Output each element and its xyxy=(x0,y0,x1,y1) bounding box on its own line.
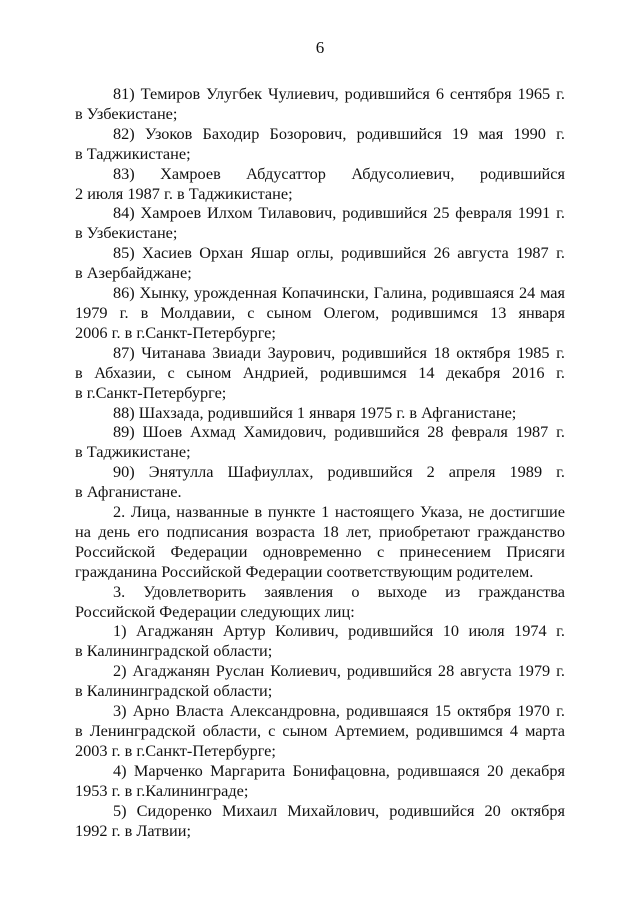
text-line: 85) Хасиев Орхан Яшар оглы, родившийся 26 августа 1987 г. xyxy=(113,243,565,263)
text-line: в Азербайджане; xyxy=(75,263,192,283)
text-line: 2) Агаджанян Руслан Колиевич, родившийся 28 августа 1979 г. xyxy=(113,661,565,681)
text-line: 86) Хынку, урожденная Копачински, Галина, родившаяся 24 мая xyxy=(113,283,565,303)
text-line: Российской Федерации одновременно с принесением Присяги xyxy=(75,541,565,561)
text-line: в Калининградской области; xyxy=(75,641,273,661)
list-item xyxy=(75,343,565,403)
list-item xyxy=(75,243,565,283)
list-item xyxy=(75,203,565,243)
text-line: 1953 г. в г.Калининграде; xyxy=(75,780,249,800)
list-item xyxy=(75,124,565,164)
list-item xyxy=(75,164,565,204)
text-line: 5) Сидоренко Михаил Михайлович, родившийся 20 октября xyxy=(113,800,565,820)
text-line: в Таджикистане; xyxy=(75,442,191,462)
text-line: в Ленинградской области, с сыном Артемием, родившимся 4 марта xyxy=(75,721,565,740)
page-number: 6 xyxy=(315,38,325,57)
list-item xyxy=(75,283,565,343)
list-item xyxy=(75,403,565,423)
text-line: 3. Удовлетворить заявления о выходе из гражданства xyxy=(113,581,565,601)
text-line: 87) Читанава Звиади Заурович, родившийся 18 октября 1985 г. xyxy=(113,342,565,362)
text-line: в Абхазии, с сыном Андрией, родившимся 14 декабря 2016 г. xyxy=(75,362,565,382)
document-body xyxy=(75,84,565,840)
text-line: в Калининградской области; xyxy=(75,681,273,701)
text-line: в Узбекистане; xyxy=(75,103,178,123)
list-item xyxy=(75,661,565,701)
text-line: 88) Шахзада, родившийся 1 января 1975 г. в Афганистане; xyxy=(113,402,517,422)
text-line: 2. Лица, названные в пункте 1 настоящего Указа, не достигшие xyxy=(113,502,565,522)
text-line: 82) Узоков Баходир Бозорович, родившийся 19 мая 1990 г. xyxy=(113,123,565,143)
text-line: в Таджикистане; xyxy=(75,143,191,163)
text-line: Российской Федерации следующих лиц: xyxy=(75,601,355,621)
text-line: 2 июля 1987 г. в Таджикистане; xyxy=(75,183,293,203)
text-line: 1979 г. в Молдавии, с сыном Олегом, родившимся 13 января xyxy=(75,302,565,322)
list-item xyxy=(75,422,565,462)
list-item xyxy=(75,621,565,661)
text-line: 2006 г. в г.Санкт-Петербурге; xyxy=(75,322,276,342)
text-line: гражданина Российской Федерации соответствующим родителем. xyxy=(75,561,534,581)
text-line: 89) Шоев Ахмад Хамидович, родившийся 28 февраля 1987 г. xyxy=(113,422,565,442)
text-line: в Афганистане. xyxy=(75,482,182,502)
list-item xyxy=(75,502,565,582)
list-item xyxy=(75,582,565,622)
text-line: в Узбекистане; xyxy=(75,223,178,243)
text-line: 2003 г. в г.Санкт-Петербурге; xyxy=(75,740,276,760)
list-item xyxy=(75,801,565,841)
text-line: 1) Агаджанян Артур Коливич, родившийся 10 июля 1974 г. xyxy=(113,621,565,641)
text-line: 4) Марченко Маргарита Бонифацовна, родившаяся 20 декабря xyxy=(113,760,565,780)
list-item xyxy=(75,701,565,761)
list-item xyxy=(75,761,565,801)
text-line: на день его подписания возраста 18 лет, приобретают гражданство xyxy=(75,521,565,541)
text-line: 81) Темиров Улугбек Чулиевич, родившийся 6 сентября 1965 г. xyxy=(113,84,565,103)
list-item xyxy=(75,84,565,124)
text-line: 83) Хамроев Абдусаттор Абдусолиевич, родившийся xyxy=(113,163,565,183)
text-line: в г.Санкт-Петербурге; xyxy=(75,382,227,402)
text-line: 84) Хамроев Илхом Тилавович, родившийся 25 февраля 1991 г. xyxy=(113,203,565,223)
list-item xyxy=(75,462,565,502)
text-line: 3) Арно Власта Александровна, родившаяся 15 октября 1970 г. xyxy=(113,701,565,721)
text-line: 1992 г. в Латвии; xyxy=(75,820,191,840)
text-line: 90) Энятулла Шафиуллах, родившийся 2 апреля 1989 г. xyxy=(113,462,565,482)
